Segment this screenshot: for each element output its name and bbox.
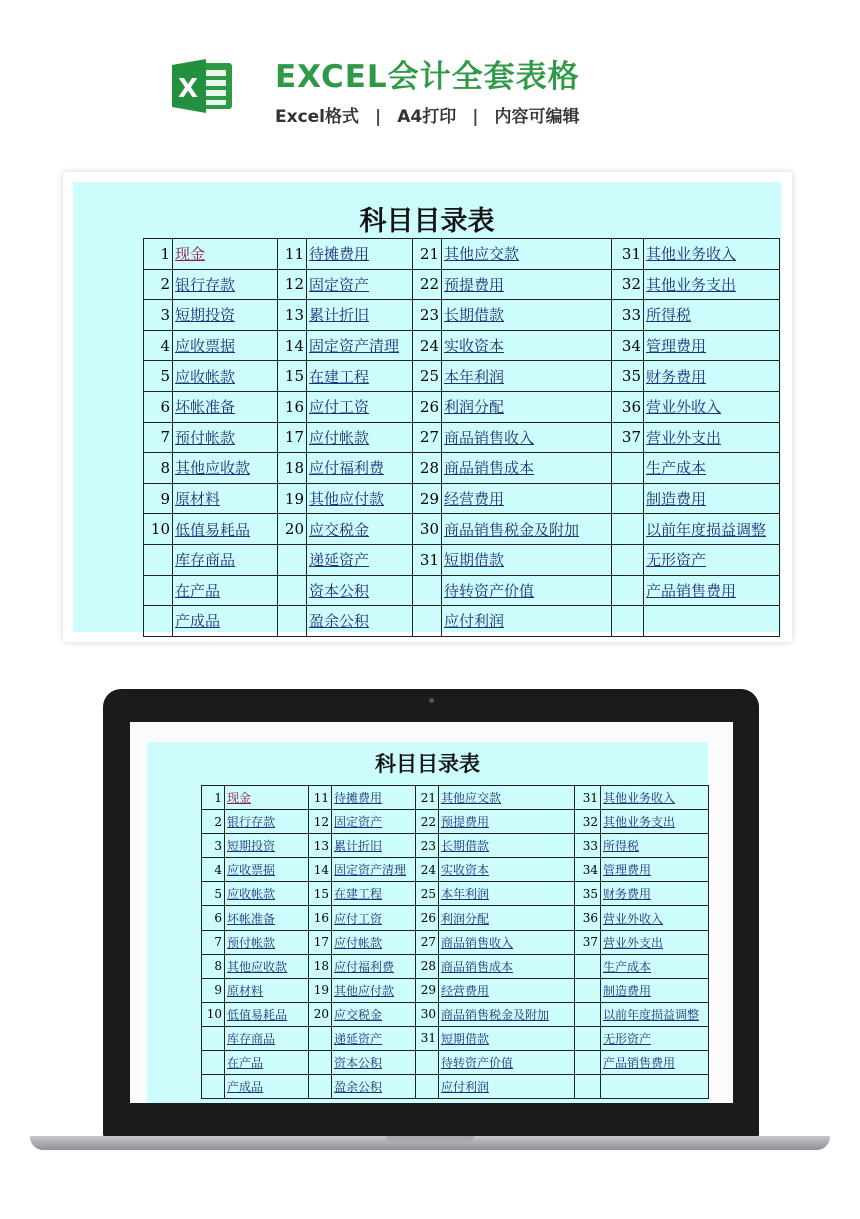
- account-name-link[interactable]: 生产成本: [644, 453, 780, 484]
- account-table-mini-row: [202, 834, 709, 858]
- account-name-link[interactable]: 以前年度损益调整: [601, 1002, 709, 1026]
- account-name-link[interactable]: 应付利润: [442, 606, 612, 637]
- account-number: 18: [309, 954, 332, 978]
- account-number: 30: [416, 1002, 439, 1026]
- account-number: 16: [278, 391, 307, 422]
- account-number: 5: [144, 361, 173, 392]
- account-name-link[interactable]: 应交税金: [332, 1002, 416, 1026]
- account-name-link[interactable]: 制造费用: [601, 978, 709, 1002]
- account-number: 17: [278, 422, 307, 453]
- account-number: 31: [413, 544, 442, 575]
- account-name-link[interactable]: 利润分配: [439, 906, 575, 930]
- account-number: 15: [278, 361, 307, 392]
- account-name-link[interactable]: 本年利润: [439, 882, 575, 906]
- account-table-row: [144, 544, 780, 575]
- account-number: 25: [416, 882, 439, 906]
- account-name-link[interactable]: 经营费用: [442, 483, 612, 514]
- account-name-link[interactable]: 其他应收款: [225, 954, 309, 978]
- account-name-link[interactable]: 累计折旧: [332, 834, 416, 858]
- account-name-link[interactable]: 应付工资: [332, 906, 416, 930]
- account-name-link[interactable]: 营业外支出: [601, 930, 709, 954]
- account-number: 37: [612, 422, 644, 453]
- account-name-link[interactable]: 短期借款: [439, 1026, 575, 1050]
- svg-text:X: X: [178, 74, 199, 104]
- account-name-link[interactable]: 应付福利费: [307, 453, 413, 484]
- account-number: [575, 978, 601, 1002]
- account-name-link[interactable]: 现金: [173, 239, 278, 270]
- account-number: 29: [416, 978, 439, 1002]
- account-number: 30: [413, 514, 442, 545]
- account-name-link[interactable]: 所得税: [644, 300, 780, 331]
- account-name-link[interactable]: 应付工资: [307, 391, 413, 422]
- account-number: 19: [278, 483, 307, 514]
- account-name-link: [601, 1075, 709, 1099]
- account-number: 7: [144, 422, 173, 453]
- account-number: [416, 1051, 439, 1075]
- account-number: 25: [413, 361, 442, 392]
- account-table-row: [144, 514, 780, 545]
- account-number: 17: [309, 930, 332, 954]
- account-name-link[interactable]: 财务费用: [644, 361, 780, 392]
- account-table-row: [144, 361, 780, 392]
- laptop: [103, 689, 759, 1138]
- account-number: 35: [612, 361, 644, 392]
- account-name-link[interactable]: 财务费用: [601, 882, 709, 906]
- account-number: 31: [612, 239, 644, 270]
- account-name-link[interactable]: 其他应付款: [332, 978, 416, 1002]
- account-number: 32: [612, 269, 644, 300]
- account-number: [612, 483, 644, 514]
- account-name-link[interactable]: 应付帐款: [307, 422, 413, 453]
- account-table-row: [144, 269, 780, 300]
- subtitle-separator: |: [472, 107, 479, 127]
- account-number: [575, 1002, 601, 1026]
- account-table-mini-row: [202, 810, 709, 834]
- account-name-link[interactable]: 营业外收入: [644, 391, 780, 422]
- account-name-link[interactable]: 坏帐准备: [225, 906, 309, 930]
- account-number: 6: [144, 391, 173, 422]
- account-name-link[interactable]: 应收帐款: [173, 361, 278, 392]
- account-number: 12: [309, 810, 332, 834]
- subtitle-separator: |: [375, 107, 382, 127]
- account-name-link[interactable]: 经营费用: [439, 978, 575, 1002]
- account-name-link[interactable]: 商品销售税金及附加: [442, 514, 612, 545]
- account-name-link[interactable]: 其他应交款: [442, 239, 612, 270]
- account-name-link[interactable]: 利润分配: [442, 391, 612, 422]
- account-number: 13: [278, 300, 307, 331]
- account-number: [575, 1051, 601, 1075]
- account-number: 5: [202, 882, 225, 906]
- account-number: 20: [278, 514, 307, 545]
- account-name-link[interactable]: 应付福利费: [332, 954, 416, 978]
- sheet-title-mini: 科目目录表: [375, 752, 480, 776]
- account-name-link[interactable]: 应付帐款: [332, 930, 416, 954]
- account-table-row: [144, 391, 780, 422]
- account-name-link[interactable]: 在产品: [173, 575, 278, 606]
- account-table: [143, 238, 780, 637]
- account-number: [612, 606, 644, 637]
- account-number: [202, 1026, 225, 1050]
- account-number: 7: [202, 930, 225, 954]
- account-number: 28: [413, 453, 442, 484]
- account-name-link[interactable]: 固定资产清理: [307, 330, 413, 361]
- account-number: 13: [309, 834, 332, 858]
- laptop-notch: [386, 1136, 474, 1142]
- account-number: 10: [202, 1002, 225, 1026]
- account-number: [202, 1051, 225, 1075]
- account-number: [202, 1075, 225, 1099]
- account-name-link[interactable]: 短期投资: [225, 834, 309, 858]
- account-number: 2: [202, 810, 225, 834]
- page-subtitle: [275, 102, 579, 127]
- sheet-title: 科目目录表: [359, 206, 495, 237]
- account-name-link[interactable]: 商品销售收入: [439, 930, 575, 954]
- account-number: 8: [202, 954, 225, 978]
- account-name-link[interactable]: 坏帐准备: [173, 391, 278, 422]
- account-name-link[interactable]: 商品销售税金及附加: [439, 1002, 575, 1026]
- account-name-link[interactable]: 固定资产: [307, 269, 413, 300]
- account-number: 28: [416, 954, 439, 978]
- account-number: 33: [575, 834, 601, 858]
- account-number: 37: [575, 930, 601, 954]
- account-name-link[interactable]: 应付利润: [439, 1075, 575, 1099]
- account-number: 23: [416, 834, 439, 858]
- account-name-link[interactable]: 商品销售收入: [442, 422, 612, 453]
- account-name-link[interactable]: 低值易耗品: [225, 1002, 309, 1026]
- account-table-mini-row: [202, 1002, 709, 1026]
- account-number: [144, 606, 173, 637]
- account-name-link[interactable]: 在建工程: [332, 882, 416, 906]
- account-number: 16: [309, 906, 332, 930]
- account-number: 2: [144, 269, 173, 300]
- account-name-link[interactable]: 应收票据: [225, 858, 309, 882]
- account-name-link[interactable]: 在产品: [225, 1051, 309, 1075]
- account-name-link[interactable]: 产成品: [225, 1075, 309, 1099]
- account-number: 29: [413, 483, 442, 514]
- account-number: [416, 1075, 439, 1099]
- account-name-link[interactable]: 应收帐款: [225, 882, 309, 906]
- account-number: 1: [144, 239, 173, 270]
- account-name-link[interactable]: 其他业务支出: [644, 269, 780, 300]
- account-number: 9: [202, 978, 225, 1002]
- account-name-link[interactable]: 银行存款: [173, 269, 278, 300]
- account-name-link[interactable]: 无形资产: [601, 1026, 709, 1050]
- account-number: 35: [575, 882, 601, 906]
- camera-icon: [429, 698, 434, 703]
- account-name-link[interactable]: 预付帐款: [173, 422, 278, 453]
- account-name-link[interactable]: 实收资本: [442, 330, 612, 361]
- account-name-link[interactable]: 低值易耗品: [173, 514, 278, 545]
- account-name-link[interactable]: 预提费用: [442, 269, 612, 300]
- account-number: 10: [144, 514, 173, 545]
- account-name-link[interactable]: 其他应收款: [173, 453, 278, 484]
- account-number: [309, 1075, 332, 1099]
- account-number: 3: [202, 834, 225, 858]
- account-table-row: [144, 483, 780, 514]
- account-name-link[interactable]: 产成品: [173, 606, 278, 637]
- account-number: [612, 544, 644, 575]
- account-name-link[interactable]: 本年利润: [442, 361, 612, 392]
- account-number: 19: [309, 978, 332, 1002]
- account-name-link[interactable]: 生产成本: [601, 954, 709, 978]
- account-name-link[interactable]: 营业外支出: [644, 422, 780, 453]
- account-number: 22: [413, 269, 442, 300]
- account-name-link[interactable]: 在建工程: [307, 361, 413, 392]
- account-number: [575, 1026, 601, 1050]
- account-number: [278, 544, 307, 575]
- account-name-link[interactable]: 原材料: [225, 978, 309, 1002]
- subtitle-format: Excel格式: [275, 107, 360, 127]
- account-name-link[interactable]: 银行存款: [225, 810, 309, 834]
- account-number: [575, 954, 601, 978]
- account-number: 27: [416, 930, 439, 954]
- account-number: 6: [202, 906, 225, 930]
- account-number: 1: [202, 786, 225, 810]
- laptop-base: [30, 1136, 830, 1150]
- account-table-mini-row: [202, 1026, 709, 1050]
- account-name-link[interactable]: 实收资本: [439, 858, 575, 882]
- account-number: [575, 1075, 601, 1099]
- account-name-link[interactable]: 产品销售费用: [601, 1051, 709, 1075]
- account-number: 15: [309, 882, 332, 906]
- promo-header: [0, 0, 860, 165]
- account-number: [612, 453, 644, 484]
- page-title: EXCEL会计全套表格: [275, 59, 580, 95]
- account-name-link[interactable]: 现金: [225, 786, 309, 810]
- account-number: [413, 575, 442, 606]
- account-number: 18: [278, 453, 307, 484]
- account-number: [144, 575, 173, 606]
- account-table-row: [144, 453, 780, 484]
- account-name-link[interactable]: 管理费用: [601, 858, 709, 882]
- account-number: 14: [309, 858, 332, 882]
- account-number: 4: [202, 858, 225, 882]
- account-number: 14: [278, 330, 307, 361]
- account-name-link[interactable]: 递延资产: [307, 544, 413, 575]
- account-number: 12: [278, 269, 307, 300]
- account-number: 33: [612, 300, 644, 331]
- account-name-link[interactable]: 其他业务收入: [644, 239, 780, 270]
- account-table-row: [144, 330, 780, 361]
- account-number: 32: [575, 810, 601, 834]
- account-name-link[interactable]: 固定资产清理: [332, 858, 416, 882]
- account-number: [278, 575, 307, 606]
- account-number: 4: [144, 330, 173, 361]
- account-name-link[interactable]: 短期借款: [442, 544, 612, 575]
- sheet-preview-card: [63, 172, 792, 642]
- laptop-screen: [130, 722, 733, 1103]
- account-name-link[interactable]: 商品销售成本: [442, 453, 612, 484]
- account-number: 21: [413, 239, 442, 270]
- account-name-link: [644, 606, 780, 637]
- account-number: [309, 1051, 332, 1075]
- account-name-link[interactable]: 应收票据: [173, 330, 278, 361]
- account-name-link[interactable]: 递延资产: [332, 1026, 416, 1050]
- account-name-link[interactable]: 盈余公积: [332, 1075, 416, 1099]
- account-name-link[interactable]: 库存商品: [225, 1026, 309, 1050]
- account-number: 36: [575, 906, 601, 930]
- account-name-link[interactable]: 制造费用: [644, 483, 780, 514]
- account-table-row: [144, 239, 780, 270]
- account-table-mini-row: [202, 1075, 709, 1099]
- account-name-link[interactable]: 资本公积: [332, 1051, 416, 1075]
- account-table-mini-row: [202, 882, 709, 906]
- account-name-link[interactable]: 其他应交款: [439, 786, 575, 810]
- account-name-link[interactable]: 其他业务支出: [601, 810, 709, 834]
- account-name-link[interactable]: 以前年度损益调整: [644, 514, 780, 545]
- account-name-link[interactable]: 商品销售成本: [439, 954, 575, 978]
- account-number: 3: [144, 300, 173, 331]
- account-name-link[interactable]: 应交税金: [307, 514, 413, 545]
- account-number: 36: [612, 391, 644, 422]
- account-number: 34: [612, 330, 644, 361]
- account-name-link[interactable]: 待转资产价值: [442, 575, 612, 606]
- account-number: 22: [416, 810, 439, 834]
- account-number: [278, 606, 307, 637]
- account-number: 26: [413, 391, 442, 422]
- account-number: 31: [416, 1026, 439, 1050]
- account-name-link[interactable]: 待摊费用: [332, 786, 416, 810]
- account-table-row: [144, 422, 780, 453]
- account-name-link[interactable]: 资本公积: [307, 575, 413, 606]
- subtitle-editable: 内容可编辑: [494, 107, 580, 127]
- account-number: [413, 606, 442, 637]
- excel-logo-icon: [172, 57, 234, 115]
- account-table-mini-row: [202, 954, 709, 978]
- account-number: 27: [413, 422, 442, 453]
- account-name-link[interactable]: 预提费用: [439, 810, 575, 834]
- account-name-link[interactable]: 短期投资: [173, 300, 278, 331]
- account-table-mini-row: [202, 1051, 709, 1075]
- account-table-mini-row: [202, 978, 709, 1002]
- account-name-link[interactable]: 其他业务收入: [601, 786, 709, 810]
- account-table-mini-row: [202, 858, 709, 882]
- account-number: 31: [575, 786, 601, 810]
- account-table-mini-row: [202, 786, 709, 810]
- account-name-link[interactable]: 库存商品: [173, 544, 278, 575]
- account-name-link[interactable]: 长期借款: [442, 300, 612, 331]
- account-name-link[interactable]: 待摊费用: [307, 239, 413, 270]
- account-number: 9: [144, 483, 173, 514]
- account-name-link[interactable]: 累计折旧: [307, 300, 413, 331]
- account-table-row: [144, 606, 780, 637]
- account-name-link[interactable]: 所得税: [601, 834, 709, 858]
- account-number: 11: [278, 239, 307, 270]
- account-name-link[interactable]: 营业外收入: [601, 906, 709, 930]
- account-number: [612, 575, 644, 606]
- account-name-link[interactable]: 其他应付款: [307, 483, 413, 514]
- account-number: 24: [416, 858, 439, 882]
- account-table-row: [144, 575, 780, 606]
- account-number: [144, 544, 173, 575]
- account-number: 24: [413, 330, 442, 361]
- account-name-link[interactable]: 无形资产: [644, 544, 780, 575]
- account-table-mini-row: [202, 930, 709, 954]
- account-name-link[interactable]: 原材料: [173, 483, 278, 514]
- spreadsheet: [73, 182, 781, 632]
- account-name-link[interactable]: 盈余公积: [307, 606, 413, 637]
- account-name-link[interactable]: 待转资产价值: [439, 1051, 575, 1075]
- account-number: 8: [144, 453, 173, 484]
- account-number: 20: [309, 1002, 332, 1026]
- account-name-link[interactable]: 产品销售费用: [644, 575, 780, 606]
- account-number: 11: [309, 786, 332, 810]
- account-name-link[interactable]: 管理费用: [644, 330, 780, 361]
- account-table-row: [144, 300, 780, 331]
- account-name-link[interactable]: 固定资产: [332, 810, 416, 834]
- account-name-link[interactable]: 预付帐款: [225, 930, 309, 954]
- subtitle-print: A4打印: [397, 107, 457, 127]
- account-name-link[interactable]: 长期借款: [439, 834, 575, 858]
- account-table-mini: [201, 785, 709, 1099]
- account-number: 34: [575, 858, 601, 882]
- account-number: 26: [416, 906, 439, 930]
- spreadsheet-mini: [147, 742, 708, 1103]
- account-number: 23: [413, 300, 442, 331]
- account-number: 21: [416, 786, 439, 810]
- account-table-mini-row: [202, 906, 709, 930]
- account-number: [612, 514, 644, 545]
- account-number: [309, 1026, 332, 1050]
